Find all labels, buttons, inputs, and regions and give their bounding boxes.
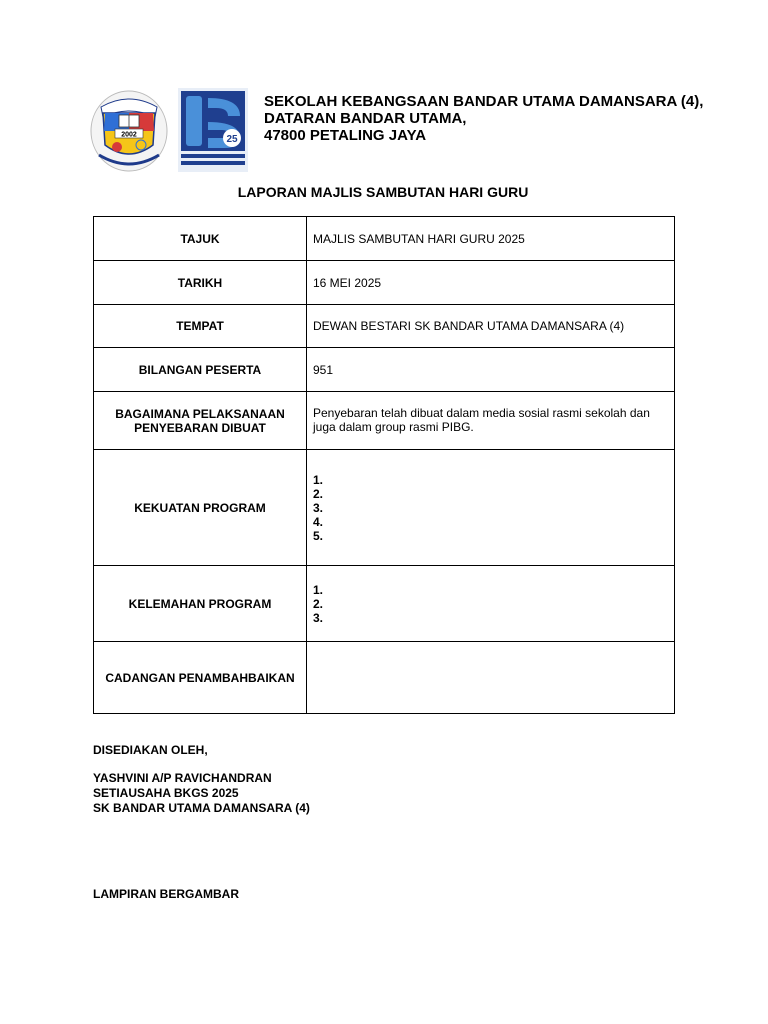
row-value-venue: DEWAN BESTARI SK BANDAR UTAMA DAMANSARA (4) bbox=[307, 305, 675, 348]
row-label-date: TARIKH bbox=[94, 261, 307, 305]
list-item: 3. bbox=[313, 500, 324, 515]
report-title: LAPORAN MAJLIS SAMBUTAN HARI GURU bbox=[237, 184, 529, 200]
preparer-position: SETIAUSAHA BKGS 2025 bbox=[93, 786, 239, 800]
attachment-label: LAMPIRAN BERGAMBAR bbox=[93, 887, 239, 901]
report-table bbox=[93, 216, 675, 714]
row-value-participants: 951 bbox=[307, 348, 675, 392]
prepared-by-block bbox=[93, 771, 310, 816]
table-row bbox=[94, 566, 675, 642]
crest-year: 2002 bbox=[121, 131, 137, 139]
table-row bbox=[94, 261, 675, 305]
table-row bbox=[94, 450, 675, 566]
school-postcode-city: 47800 PETALING JAYA bbox=[264, 127, 427, 144]
list-item: 1. bbox=[313, 472, 324, 487]
school-header bbox=[264, 93, 703, 144]
list-item: 4. bbox=[313, 514, 324, 529]
list-item: 5. bbox=[313, 528, 324, 543]
table-row bbox=[94, 305, 675, 348]
strengths-list bbox=[307, 450, 675, 566]
list-item: 1. bbox=[313, 582, 324, 597]
row-value-dissemination: Penyebaran telah dibuat dalam media sosial rasmi sekolah dan juga dalam group rasmi PIBG. bbox=[307, 392, 675, 450]
badge-number: 25 bbox=[226, 134, 238, 145]
row-label-title: TAJUK bbox=[94, 217, 307, 261]
school-address: DATARAN BANDAR UTAMA, bbox=[264, 110, 467, 127]
row-label-weaknesses: KELEMAHAN PROGRAM bbox=[94, 566, 307, 642]
school-name: SEKOLAH KEBANGSAAN BANDAR UTAMA DAMANSARA (4), bbox=[264, 93, 704, 110]
school-crest-logo bbox=[89, 89, 169, 173]
preparer-school: SK BANDAR UTAMA DAMANSARA (4) bbox=[93, 801, 310, 815]
weaknesses-list bbox=[307, 566, 675, 642]
table-row bbox=[94, 392, 675, 450]
program-badge-logo bbox=[178, 88, 248, 172]
row-label-participants: BILANGAN PESERTA bbox=[94, 348, 307, 392]
report-title-block bbox=[0, 184, 768, 200]
row-label-improvements: CADANGAN PENAMBAHBAIKAN bbox=[94, 642, 307, 714]
row-value-improvements bbox=[307, 642, 675, 714]
list-item: 2. bbox=[313, 596, 324, 611]
row-label-dissemination: BAGAIMANA PELAKSANAAN PENYEBARAN DIBUAT bbox=[94, 392, 307, 450]
table-row bbox=[94, 642, 675, 714]
row-label-strengths: KEKUATAN PROGRAM bbox=[94, 450, 307, 566]
preparer-name: YASHVINI A/P RAVICHANDRAN bbox=[93, 771, 272, 785]
list-item: 2. bbox=[313, 486, 324, 501]
row-label-venue: TEMPAT bbox=[94, 305, 307, 348]
table-row bbox=[94, 217, 675, 261]
list-item: 3. bbox=[313, 610, 324, 625]
row-value-title: MAJLIS SAMBUTAN HARI GURU 2025 bbox=[307, 217, 675, 261]
row-value-date: 16 MEI 2025 bbox=[307, 261, 675, 305]
prepared-by-heading: DISEDIAKAN OLEH, bbox=[93, 743, 208, 757]
table-row bbox=[94, 348, 675, 392]
